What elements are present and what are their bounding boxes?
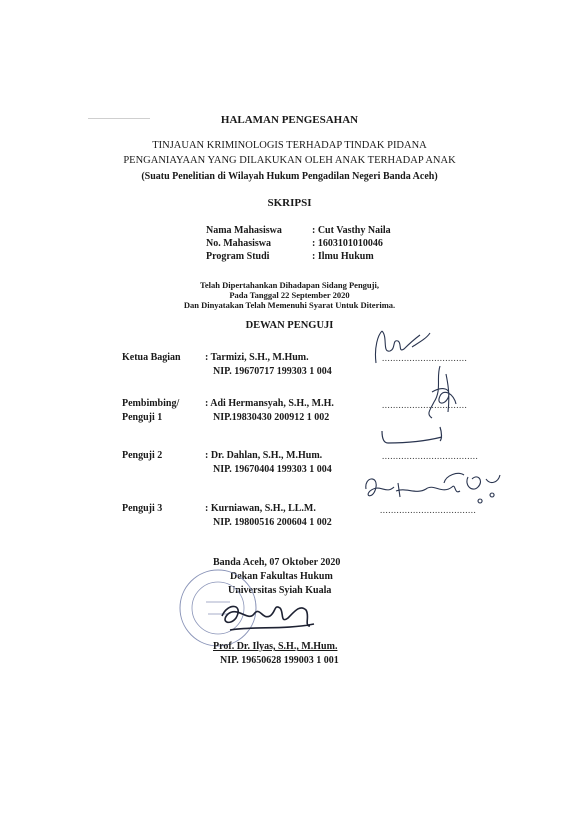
study-program-value: : Ilmu Hukum	[312, 251, 374, 262]
examiner-2-role: Pembimbing/	[122, 398, 180, 409]
signature-2-icon	[418, 364, 468, 422]
examiner-2-nip: NIP.19830430 200912 1 002	[213, 412, 330, 423]
examiner-1-signature-line: ...............................	[382, 353, 468, 363]
examiner-2-signature-line: ...............................	[382, 400, 468, 410]
thesis-title-line-2: PENGANIAYAAN YANG DILAKUKAN OLEH ANAK TERHADAP ANAK	[123, 155, 456, 166]
signature-4-icon	[360, 465, 510, 507]
page-header: HALAMAN PENGESAHAN	[220, 114, 359, 126]
examiner-3-nip: NIP. 19670404 199303 1 004	[213, 464, 332, 475]
dean-name: Prof. Dr. Ilyas, S.H., M.Hum.	[213, 641, 338, 652]
thesis-title-line-1: TINJAUAN KRIMINOLOGIS TERHADAP TINDAK PIDANA	[152, 140, 427, 151]
examiner-3-role: Penguji 2	[122, 450, 163, 461]
examiner-1-role: Ketua Bagian	[122, 352, 181, 363]
examiner-1-nip: NIP. 19670717 199303 1 004	[213, 366, 332, 377]
examiner-4-signature-line: ...................................	[380, 505, 477, 515]
defense-line-3: Dan Dinyatakan Telah Memenuhi Syarat Untuk Diterima.	[183, 300, 396, 310]
document-type: SKRIPSI	[267, 197, 312, 209]
dean-position: Dekan Fakultas Hukum	[230, 571, 333, 582]
university-name: Universitas Syiah Kuala	[228, 585, 332, 596]
student-number-label: No. Mahasiswa	[206, 238, 272, 249]
defense-line-1: Telah Dipertahankan Dihadapan Sidang Penguji,	[200, 280, 379, 290]
examiner-1-name: : Tarmizi, S.H., M.Hum.	[205, 352, 309, 363]
examiner-3-signature-line: ...................................	[382, 451, 479, 461]
examiner-4-role: Penguji 3	[122, 503, 163, 514]
place-and-date: Banda Aceh, 07 Oktober 2020	[213, 557, 341, 568]
examiner-4-name: : Kurniawan, S.H., LL.M.	[205, 503, 316, 514]
examiner-4-nip: NIP. 19800516 200604 1 002	[213, 517, 332, 528]
signature-3-icon	[376, 425, 446, 451]
examiner-2-role-line-2: Penguji 1	[122, 412, 163, 423]
defense-line-2: Pada Tanggal 22 September 2020	[229, 290, 350, 300]
student-name-value: : Cut Vasthy Naila	[312, 225, 391, 236]
examiner-2-name: : Adi Hermansyah, S.H., M.H.	[205, 398, 334, 409]
signature-1-icon	[368, 327, 438, 367]
examiner-3-name: : Dr. Dahlan, S.H., M.Hum.	[205, 450, 323, 461]
student-name-label: Nama Mahasiswa	[206, 225, 282, 236]
study-program-label: Program Studi	[206, 251, 270, 262]
student-number-value: : 1603101010046	[312, 238, 383, 249]
thesis-subtitle: (Suatu Penelitian di Wilayah Hukum Pengadilan Negeri Banda Aceh)	[141, 171, 438, 182]
dean-signature-icon	[214, 596, 324, 638]
dean-nip: NIP. 19650628 199003 1 001	[220, 655, 339, 666]
board-title: DEWAN PENGUJI	[245, 320, 334, 331]
